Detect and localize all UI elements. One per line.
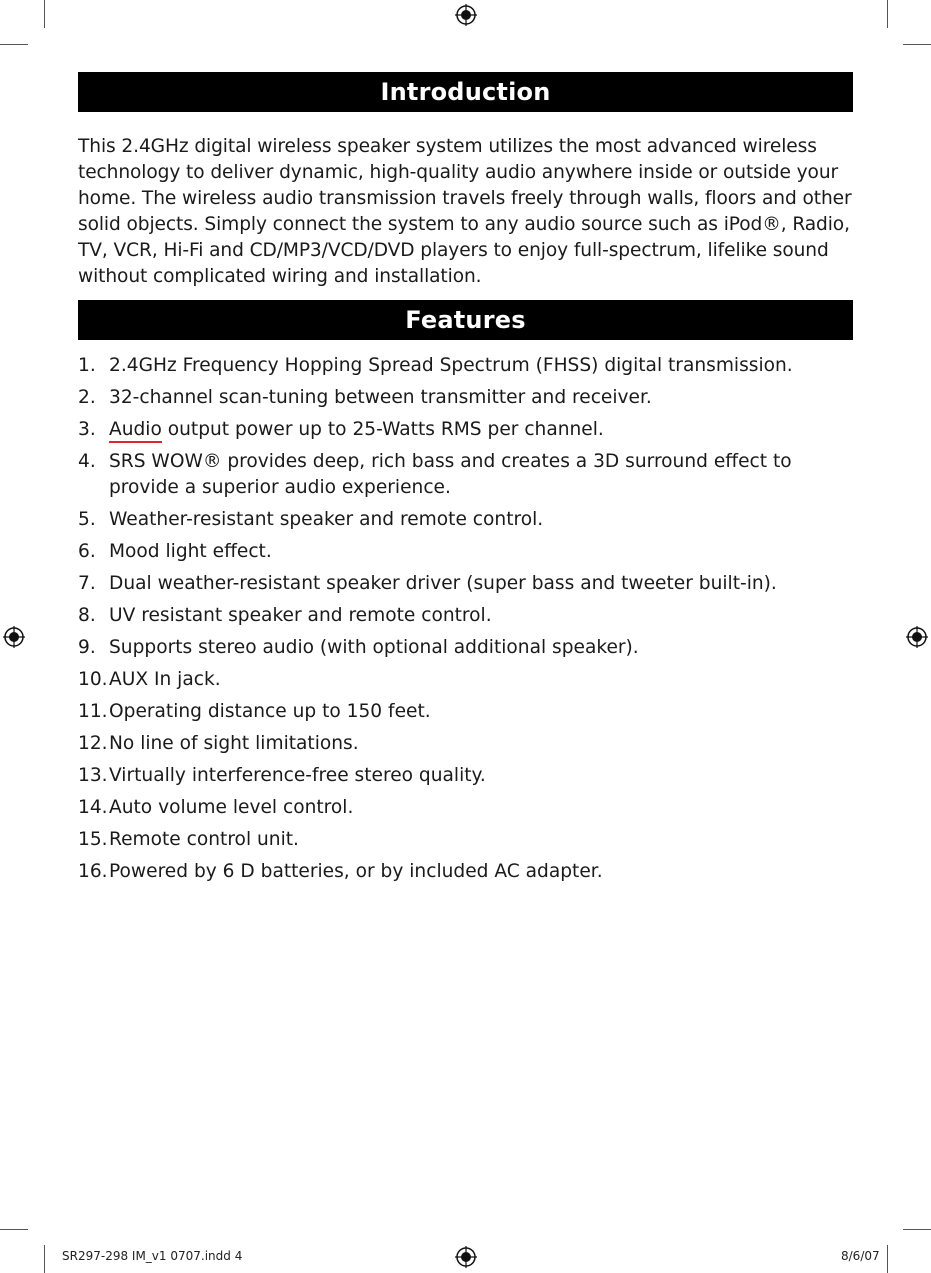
feature-number: 7. [78,573,96,594]
feature-number: 1. [78,355,96,376]
feature-text: Auto volume level control. [109,797,354,818]
crop-mark [0,44,28,45]
feature-item [78,763,853,789]
footer-file-info: SR297-298 IM_v1 0707.indd 4 [62,1249,243,1263]
feature-text: Weather-resistant speaker and remote control. [109,509,544,530]
feature-item [78,507,853,533]
feature-text: Mood light effect. [109,541,272,562]
feature-number: 13. [78,765,108,786]
feature-text: Remote control unit. [109,829,299,850]
feature-text: Dual weather-resistant speaker driver (super bass and tweeter built-in). [109,573,777,594]
feature-text: 2.4GHz Frequency Hopping Spread Spectrum (FHSS) digital transmission. [109,355,793,376]
feature-text: SRS WOW® provides deep, rich bass and creates a 3D surround effect to provide a superior audio experience. [109,451,792,498]
feature-number: 6. [78,541,96,562]
feature-number: 15. [78,829,108,850]
crop-mark [903,1229,931,1230]
registration-mark-icon [455,1246,477,1268]
registration-mark-icon [906,626,928,648]
feature-item [78,699,853,725]
intro-heading: Introduction [78,72,853,112]
crop-mark [903,44,931,45]
intro-paragraph: This 2.4GHz digital wireless speaker system utilizes the most advanced wireless technology to deliver dynamic, high-quality audio anywhere inside or outside your home. The wireless audio transmission travels freely through walls, floors and other solid objects. Simply connect the system to any audio source such as iPod®, Radio, TV, VCR, Hi-Fi and CD/MP3/VCD/DVD players to enjoy full-spectrum, lifelike sound without complicated wiring and installation. [78,136,852,287]
registration-mark-icon [3,626,25,648]
feature-item [78,731,853,757]
crop-mark [887,1245,888,1273]
feature-text: No line of sight limitations. [109,733,359,754]
features-list [78,353,853,891]
annotated-word: Audio [109,419,162,443]
feature-item [78,603,853,629]
feature-number: 11. [78,701,108,722]
feature-text: AUX In jack. [109,669,221,690]
feature-item [78,353,853,379]
crop-mark [0,1229,28,1230]
feature-item [78,449,853,501]
feature-text: Operating distance up to 150 feet. [109,701,431,722]
feature-text: output power up to 25-Watts RMS per channel. [161,419,604,440]
crop-mark [44,0,45,28]
feature-number: 14. [78,797,108,818]
footer-date: 8/6/07 [841,1249,880,1263]
feature-number: 8. [78,605,96,626]
feature-number: 12. [78,733,108,754]
feature-number: 10. [78,669,108,690]
feature-number: 2. [78,387,96,408]
feature-number: 16. [78,861,108,882]
feature-number: 3. [78,419,96,440]
crop-mark [44,1245,45,1273]
crop-mark [887,0,888,28]
feature-text: Powered by 6 D batteries, or by included AC adapter. [109,861,603,882]
feature-number: 9. [78,637,96,658]
feature-text: 32-channel scan-tuning between transmitter and receiver. [109,387,652,408]
feature-item [78,859,853,885]
feature-number: 4. [78,451,96,472]
feature-item [78,795,853,821]
registration-mark-icon [455,4,477,26]
feature-item [78,635,853,661]
feature-item [78,417,853,443]
feature-item [78,539,853,565]
feature-item [78,571,853,597]
feature-number: 5. [78,509,96,530]
feature-text: Supports stereo audio (with optional additional speaker). [109,637,639,658]
feature-item [78,385,853,411]
feature-item [78,827,853,853]
feature-item [78,667,853,693]
features-heading: Features [78,300,853,340]
feature-text: UV resistant speaker and remote control. [109,605,492,626]
feature-text: Virtually interference-free stereo quality. [109,765,486,786]
